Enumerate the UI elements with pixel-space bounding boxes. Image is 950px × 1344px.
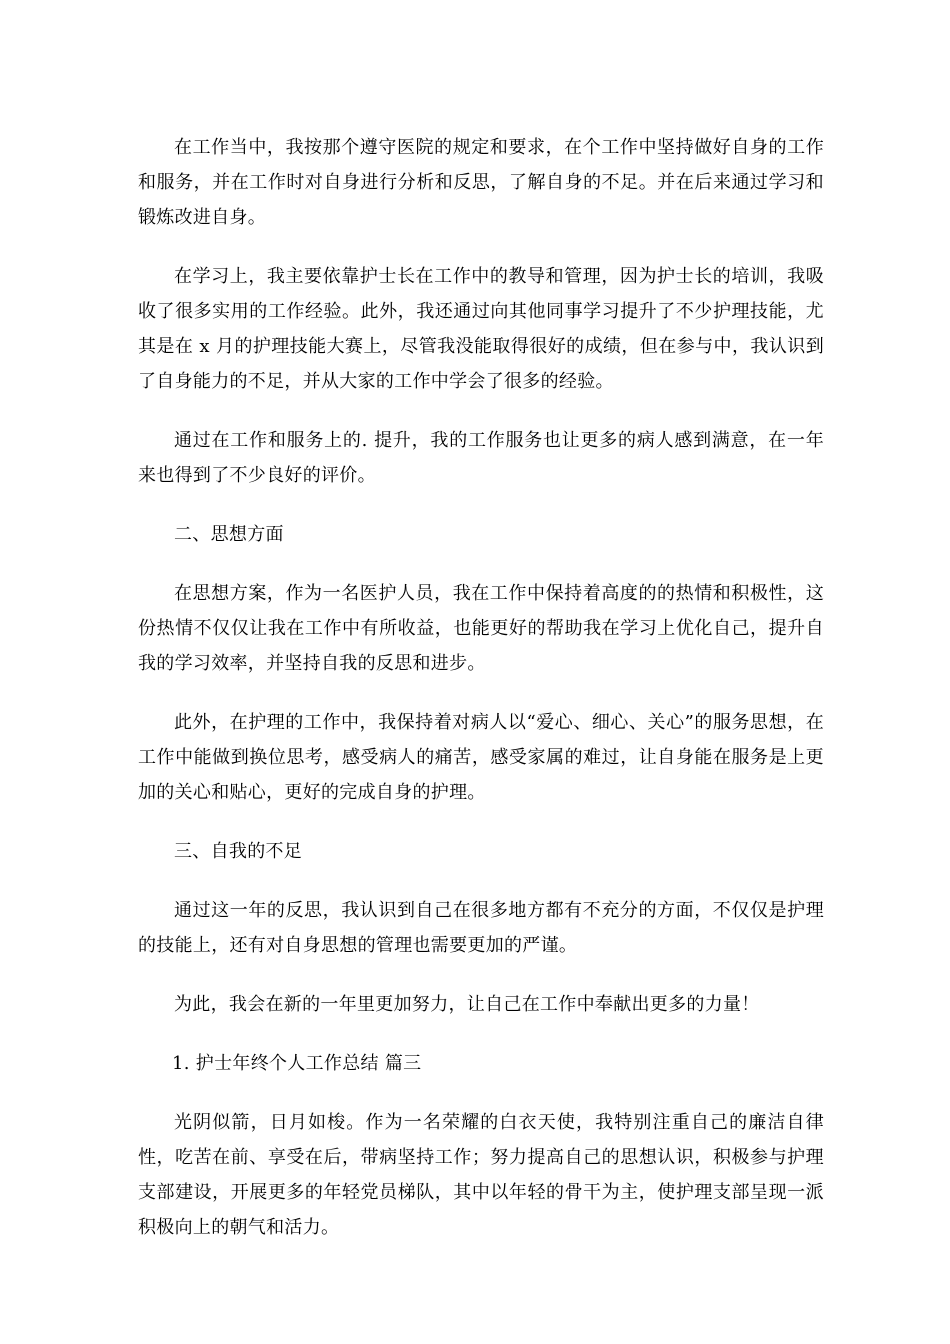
- paragraph-resolution: 为此，我会在新的一年里更加努力，让自己在工作中奉献出更多的力量！: [174, 994, 760, 1015]
- paragraph-study: 在学习上，我主要依靠护士长在工作中的教导和管理，因为护士长的培训，我吸收了很多实用的工作经验。此外，我还通过向其他同事学习提升了不少护理技能，尤其是在 x 月的护理技能大赛上，尽管我没能取得很好的成绩，但在参与中，我认识到了自身能力的不足，并从大家的工作中学会了很多的经验。: [138, 266, 824, 392]
- paragraph-work: 在工作当中，我按那个遵守医院的规定和要求，在个工作中坚持做好自身的工作和服务，并在工作时对自身进行分析和反思，了解自身的不足。并在后来通过学习和锻炼改进自身。: [138, 137, 824, 228]
- document-body: [138, 130, 824, 1269]
- paragraph-part-three-intro: 光阴似箭，日月如梭。作为一名荣耀的白衣天使，我特别注重自己的廉洁自律性，吃苦在前、享受在后，带病坚持工作；努力提高自己的思想认识，积极参与护理支部建设，开展更多的年轻党员梯队，其中以年轻的骨干为主，使护理支部呈现一派积极向上的朝气和活力。: [138, 1112, 824, 1238]
- section-heading-shortcomings: 三、自我的不足: [174, 841, 303, 862]
- paragraph-care: 此外，在护理的工作中，我保持着对病人以“爱心、细心、关心”的服务思想，在工作中能做到换位思考，感受病人的痛苦，感受家属的难过，让自身能在服务是上更加的关心和贴心，更好的完成自身的护理。: [138, 712, 824, 803]
- paragraph-reflection: 通过这一年的反思，我认识到自己在很多地方都有不充分的方面，不仅仅是护理的技能上，还有对自身思想的管理也需要更加的严谨。: [138, 900, 824, 956]
- paragraph-thought: 在思想方案，作为一名医护人员，我在工作中保持着高度的的热情和积极性，这份热情不仅仅让我在工作中有所收益，也能更好的帮助我在学习上优化自己，提升自我的学习效率，并坚持自我的反思和进步。: [138, 583, 824, 674]
- section-heading-thought: 二、思想方面: [174, 524, 284, 545]
- article-heading-part-three: 1. 护士年终个人工作总结 篇三: [172, 1053, 422, 1074]
- paragraph-service: 通过在工作和服务上的. 提升，我的工作服务也让更多的病人感到满意，在一年来也得到了不少良好的评价。: [138, 430, 824, 486]
